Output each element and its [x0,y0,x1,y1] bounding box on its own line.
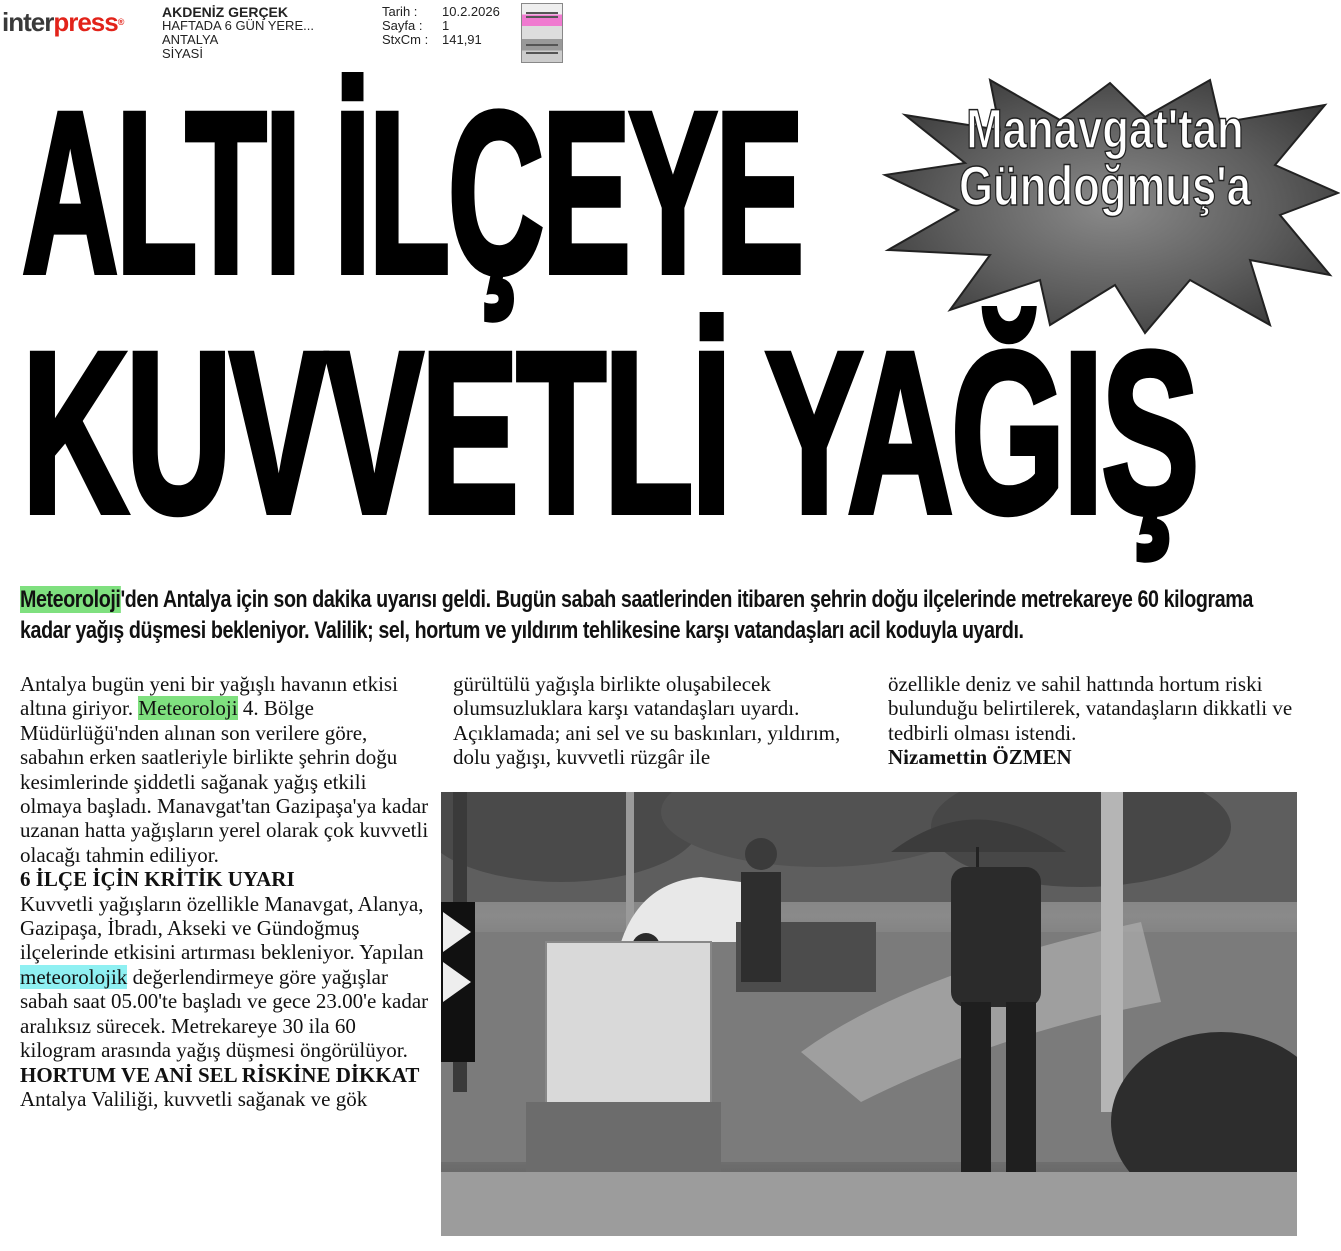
size-label: StxCm : [382,32,429,47]
subheading-1: 6 İLÇE İÇİN KRİTİK UYARI [20,867,295,892]
paragraph-2: Kuvvetli yağışların özellikle Manavgat, Alanya, Gazipaşa, İbradı, Akseki ve Gündoğmuş ilçelerinde etkisini artırması bekleniyor. Yapılan meteorolojik değerlendirmeye göre yağışlar sabah saat 05.00'te başladı ve gece 23.00'e kadar aralıksız sürecek. Metrekareye 30 ila 60 kilogram arasında yağış düşmesi öngörülüyor. [20,891,429,1063]
lead-text: 'den Antalya için son dakika uyarısı geldi. Bugün sabah saatlerinden itibaren şehrin doğu ilçelerinde metrekareye 60 kilograma kadar yağış düşmesi bekleniyor. Valilik; sel, hortum ve yıldırım tehlikesine karşı vatandaşları acil koduyla uyardı. [20,586,1253,644]
paragraph-1: Antalya bugün yeni bir yağışlı havanın etkisi altına giriyor. Meteoroloji 4. Bölge Müdürlüğü'nden alınan son verilere göre, sabahın erken saatleriyle birlikte şehrin doğu kesimlerinde şiddetli sağanak yağış etkili olmaya başladı. Manavgat'tan Gazipaşa'ya kadar uzanan hatta yağışların yerel olarak çok kuvvetli olacağı tahmin ediliyor. [20,672,429,867]
paragraph-3: Antalya Valiliği, kuvvetli sağanak ve gök [20,1086,368,1111]
publication-name: AKDENİZ GERÇEK [162,4,289,20]
rain-street-photo [441,792,1297,1236]
publication-info [162,5,314,61]
photo-illustration [441,792,1297,1236]
burst-line-1: Manavgat'tan [966,97,1244,160]
lead-paragraph [20,584,1299,646]
burst-text [905,97,1305,218]
article-column-1 [20,672,430,1111]
headline-line-2: KUVVETLİ YAĞIŞ [22,304,1197,561]
lead-highlight: Meteoroloji [20,586,121,613]
burst-line-2: Gündoğmuş'a [959,154,1251,218]
page-value: 1 [442,18,450,33]
date-value: 10.2.2026 [442,4,500,19]
date-label: Tarih : [382,4,418,19]
publication-city: ANTALYA [162,32,219,47]
article-column-3 [888,672,1328,770]
author-byline: Nizamettin ÖZMEN [888,745,1072,770]
page-thumbnail[interactable] [521,3,563,63]
clipping-info [382,5,500,47]
keyword-highlight: Meteoroloji [138,696,238,721]
headline-line-1: ALTI İLÇEYE [22,64,802,321]
interpress-logo: interpress® [2,7,124,37]
keyword-highlight-2: meteorolojik [20,964,128,989]
paragraph-4: gürültülü yağışla birlikte oluşabilecek olumsuzluklara karşı vatandaşları uyardı. Açıklamada; ani sel ve su baskınları, yıldırım, dolu yağışı, kuvvetli rüzgâr ile [453,672,841,770]
page-label: Sayfa : [382,18,423,33]
article-column-2 [453,672,873,770]
subheading-2: HORTUM VE ANİ SEL RİSKİNE DİKKAT [20,1062,420,1087]
publication-category: SİYASİ [162,46,203,61]
publication-frequency: HAFTADA 6 GÜN YERE... [162,18,314,33]
paragraph-5: özellikle deniz ve sahil hattında hortum riski bulunduğu belirtilerek, vatandaşların dikkatli ve tedbirli olması istendi. [888,672,1293,745]
size-value: 141,91 [442,32,482,47]
